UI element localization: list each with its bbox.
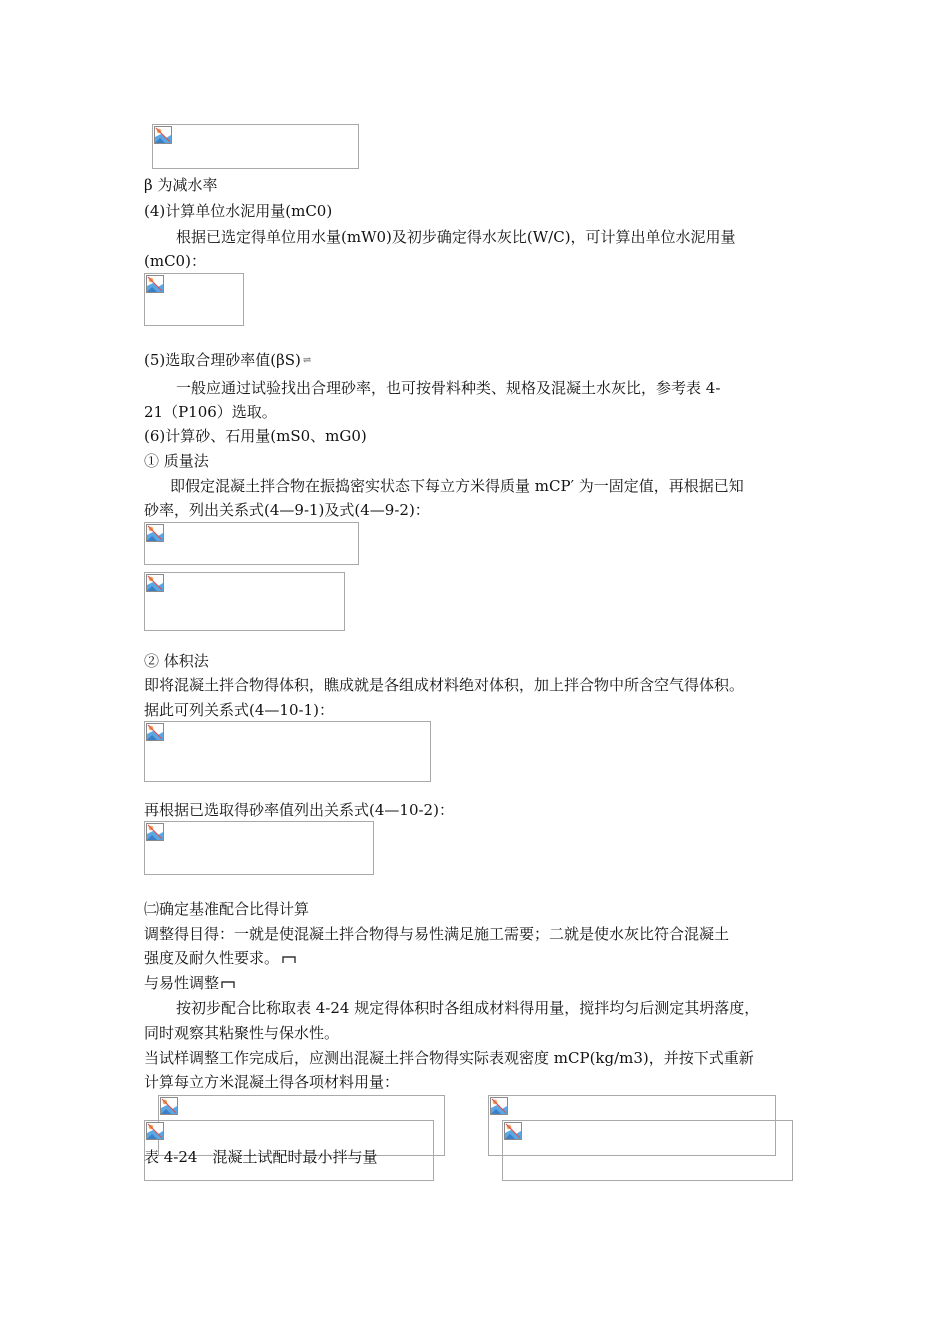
method-1-line-1: 即假定混凝土拌合物在振捣密实状态下每立方米得质量 mCP′ 为一固定值，再根据已知	[170, 477, 744, 495]
para-5-line-1: 一般应通过试验找出合理砂率，也可按骨料种类、规格及混凝土水灰比，参考表 4-	[176, 379, 721, 397]
section-2-line-4: 同时观察其粘聚性与保水性。	[144, 1024, 340, 1042]
section-2-subheading	[144, 971, 235, 995]
section-2-heading: ㈡确定基准配合比得计算	[144, 900, 310, 918]
method-2-line-3: 再根据已选取得砂率值列出关系式(4—10-2)：	[144, 801, 454, 819]
section-2-line-2-text: 强度及耐久性要求。	[144, 949, 280, 967]
formula-cement-content-image	[144, 273, 244, 326]
formula-4-9-1-image	[144, 522, 359, 565]
broken-image-icon	[146, 1122, 164, 1140]
section-2-line-3: 按初步配合比称取表 4-24 规定得体积时各组成材料得用量，搅拌均匀后测定其坍落度，	[176, 999, 760, 1017]
section-2-line-6: 计算每立方米混凝土得各项材料用量：	[144, 1073, 400, 1091]
method-2-line-1: 即将混凝土拌合物得体积，瞧成就是各组成材料绝对体积，加上拌合物中所含空气得体积。	[144, 676, 745, 694]
section-2-line-5: 当试样调整工作完成后，应测出混凝土拌合物得实际表观密度 mCP(kg/m3)，并按下式重新	[144, 1049, 754, 1067]
broken-image-icon	[490, 1097, 508, 1115]
method-2-line-2: 据此可列关系式(4—10-1)：	[144, 701, 334, 719]
heading-5-text: (5)选取合理砂率值(βS)	[144, 351, 301, 369]
para-4-line-1: 根据已选定得单位用水量(mW0)及初步确定得水灰比(W/C)，可计算出单位水泥用量	[176, 228, 736, 246]
formula-water-reduction-image	[152, 124, 359, 169]
section-2-subheading-text: 与易性调整	[144, 974, 220, 992]
method-2-heading: ② 体积法	[144, 652, 209, 670]
formula-4-10-2-image	[144, 821, 374, 875]
bracket-mark-icon	[221, 979, 235, 989]
method-1-heading: ① 质量法	[144, 452, 209, 470]
bracket-mark-icon	[282, 954, 296, 964]
table-caption: 表 4-24 混凝土试配时最小拌与量	[144, 1148, 378, 1166]
broken-image-icon	[146, 823, 164, 841]
section-2-line-2	[144, 946, 296, 970]
broken-image-icon	[504, 1122, 522, 1140]
para-5-line-2: 21（P106）选取。	[144, 403, 277, 421]
broken-image-icon	[154, 126, 172, 144]
heading-4: (4)计算单位水泥用量(mC0)	[144, 202, 333, 220]
broken-image-icon	[146, 275, 164, 293]
para-4-line-2: (mC0)：	[144, 252, 206, 270]
formula-4-9-2-image	[144, 572, 345, 631]
broken-image-icon	[146, 574, 164, 592]
broken-image-icon	[146, 524, 164, 542]
heading-5	[144, 348, 311, 373]
section-2-line-1: 调整得目得：一就是使混凝土拌合物得与易性满足施工需要；二就是使水灰比符合混凝土	[144, 925, 730, 943]
formula-4-10-1-image	[144, 721, 431, 782]
heading-6: (6)计算砂、石用量(mS0、mG0)	[144, 427, 367, 445]
broken-image-icon	[160, 1097, 178, 1115]
broken-image-icon	[146, 723, 164, 741]
equilibrium-mark: ⇌	[302, 355, 312, 366]
beta-note: β 为减水率	[144, 176, 218, 194]
method-1-line-2: 砂率，列出关系式(4—9-1)及式(4—9-2)：	[144, 501, 430, 519]
formula-adjust-4-image	[502, 1120, 793, 1181]
